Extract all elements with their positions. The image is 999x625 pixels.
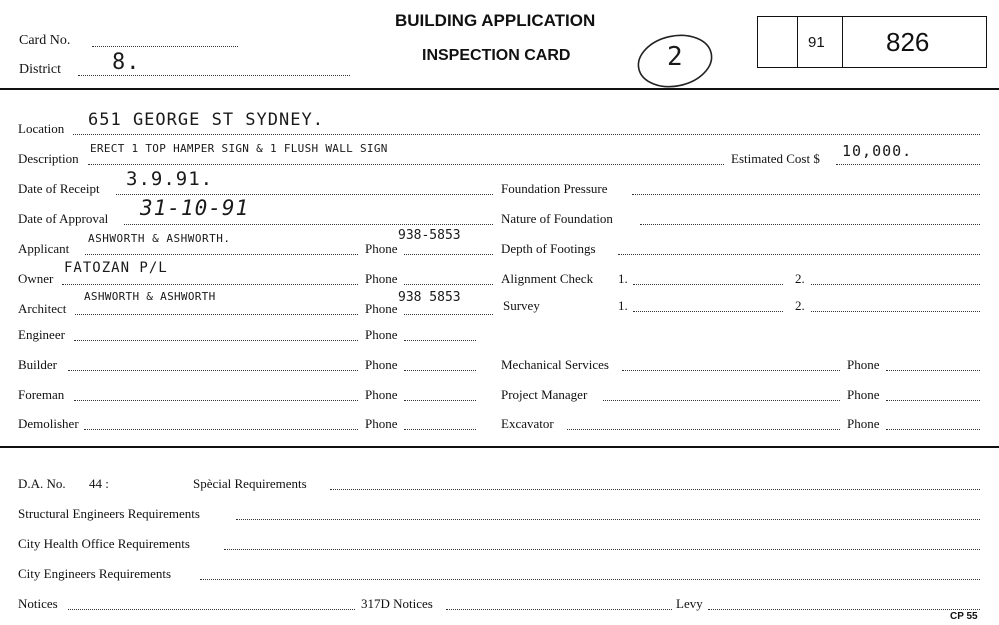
project-manager-phone-dots (886, 400, 980, 401)
card-number-divider-2 (842, 17, 843, 67)
alignment-check-dots1 (633, 284, 783, 285)
circled-number: 2 (667, 42, 684, 72)
demolisher-label: Demolisher (18, 416, 79, 431)
mechanical-phone-label: Phone (847, 357, 880, 372)
card-no-dots (92, 46, 238, 47)
architect-value: ASHWORTH & ASHWORTH (84, 290, 216, 303)
applicant-value: ASHWORTH & ASHWORTH. (88, 232, 231, 245)
description-dots (88, 164, 724, 165)
demolisher-phone-label: Phone (365, 416, 398, 431)
excavator-dots (567, 429, 840, 430)
alignment-check-num2: 2. (795, 271, 805, 286)
depth-footings-label: Depth of Footings (501, 241, 596, 256)
alignment-check-label: Alignment Check (501, 271, 594, 286)
location-dots (73, 134, 980, 135)
architect-phone-dots (404, 314, 493, 315)
location-value: 651 GEORGE ST SYDNEY. (88, 110, 324, 130)
survey-num1: 1. (618, 298, 628, 313)
card-year: 91 (808, 34, 825, 51)
foundation-pressure-dots (632, 194, 980, 195)
form-code: CP 55 (950, 611, 978, 622)
nature-foundation-label: Nature of Foundation (501, 211, 613, 226)
notices-317d-label: 317D Notices (361, 596, 433, 611)
mechanical-services-label: Mechanical Services (501, 357, 609, 372)
foreman-dots (74, 400, 358, 401)
survey-dots1 (633, 311, 783, 312)
district-value: 8. (112, 50, 141, 75)
header-rule (0, 88, 999, 90)
health-requirements-dots (224, 549, 980, 550)
foreman-phone-label: Phone (365, 387, 398, 402)
survey-label: Survey (503, 298, 540, 313)
builder-dots (68, 370, 358, 371)
foreman-label: Foreman (18, 387, 65, 402)
levy-label: Levy (676, 596, 703, 611)
applicant-phone-value: 938-5853 (398, 228, 461, 243)
description-label: Description (18, 151, 79, 166)
nature-foundation-dots (640, 224, 980, 225)
owner-phone-dots (404, 284, 493, 285)
owner-label: Owner (18, 271, 54, 286)
description-value: ERECT 1 TOP HAMPER SIGN & 1 FLUSH WALL SIGN (90, 142, 388, 155)
engineer-label: Engineer (18, 327, 65, 342)
depth-footings-dots (618, 254, 980, 255)
applicant-phone-dots (404, 254, 493, 255)
structural-requirements-dots (236, 519, 980, 520)
notices-label: Notices (18, 596, 58, 611)
card-number-divider-1 (797, 17, 798, 67)
da-no-value: 44 : (89, 476, 109, 491)
owner-value: FATOZAN P/L (64, 260, 168, 276)
card-no-label: Card No. (19, 33, 71, 48)
card-number-box (757, 16, 987, 68)
district-label: District (19, 62, 61, 77)
date-receipt-label: Date of Receipt (18, 181, 100, 196)
applicant-phone-label: Phone (365, 241, 398, 256)
estimated-cost-label: Estimated Cost $ (731, 151, 820, 166)
engineer-phone-dots (404, 340, 476, 341)
engineers-requirements-dots (200, 579, 980, 580)
demolisher-dots (84, 429, 358, 430)
mechanical-phone-dots (886, 370, 980, 371)
estimated-cost-value: 10,000. (842, 142, 913, 160)
da-no-label: D.A. No. (18, 476, 66, 491)
date-approval-dots (124, 224, 493, 225)
survey-num2: 2. (795, 298, 805, 313)
date-receipt-value: 3.9.91. (126, 168, 214, 190)
applicant-label: Applicant (18, 241, 70, 256)
location-label: Location (18, 121, 65, 136)
estimated-cost-dots (836, 164, 980, 165)
foreman-phone-dots (404, 400, 476, 401)
survey-dots2 (811, 311, 980, 312)
excavator-phone-label: Phone (847, 416, 880, 431)
form-title-line1: BUILDING APPLICATION (395, 11, 596, 30)
builder-phone-dots (404, 370, 476, 371)
builder-phone-label: Phone (365, 357, 398, 372)
architect-label: Architect (18, 301, 67, 316)
date-approval-label: Date of Approval (18, 211, 109, 226)
requirements-rule (0, 446, 999, 448)
engineer-dots (74, 340, 358, 341)
excavator-phone-dots (886, 429, 980, 430)
health-requirements-label: City Health Office Requirements (18, 536, 190, 551)
owner-phone-label: Phone (365, 271, 398, 286)
card-number: 826 (886, 27, 930, 57)
foundation-pressure-label: Foundation Pressure (501, 181, 608, 196)
notices-dots (68, 609, 355, 610)
engineers-requirements-label: City Engineers Requirements (18, 566, 172, 581)
builder-label: Builder (18, 357, 57, 372)
owner-dots (62, 284, 358, 285)
project-manager-dots (603, 400, 840, 401)
alignment-check-num1: 1. (618, 271, 628, 286)
levy-dots (708, 609, 980, 610)
architect-phone-value: 938 5853 (398, 290, 461, 305)
project-manager-phone-label: Phone (847, 387, 880, 402)
form-title-line2: INSPECTION CARD (422, 47, 571, 64)
engineer-phone-label: Phone (365, 327, 398, 342)
demolisher-phone-dots (404, 429, 476, 430)
structural-requirements-label: Structural Engineers Requirements (18, 506, 200, 521)
architect-phone-label: Phone (365, 301, 398, 316)
special-requirements-dots (330, 489, 980, 490)
architect-dots (75, 314, 358, 315)
special-requirements-label: Spècial Requirements (193, 476, 307, 491)
project-manager-label: Project Manager (501, 387, 588, 402)
date-approval-value: 31-10-91 (140, 196, 250, 220)
district-dots (78, 75, 350, 76)
alignment-check-dots2 (811, 284, 980, 285)
applicant-dots (85, 254, 358, 255)
excavator-label: Excavator (501, 416, 554, 431)
mechanical-services-dots (622, 370, 840, 371)
date-receipt-dots (116, 194, 493, 195)
notices-317d-dots (446, 609, 672, 610)
